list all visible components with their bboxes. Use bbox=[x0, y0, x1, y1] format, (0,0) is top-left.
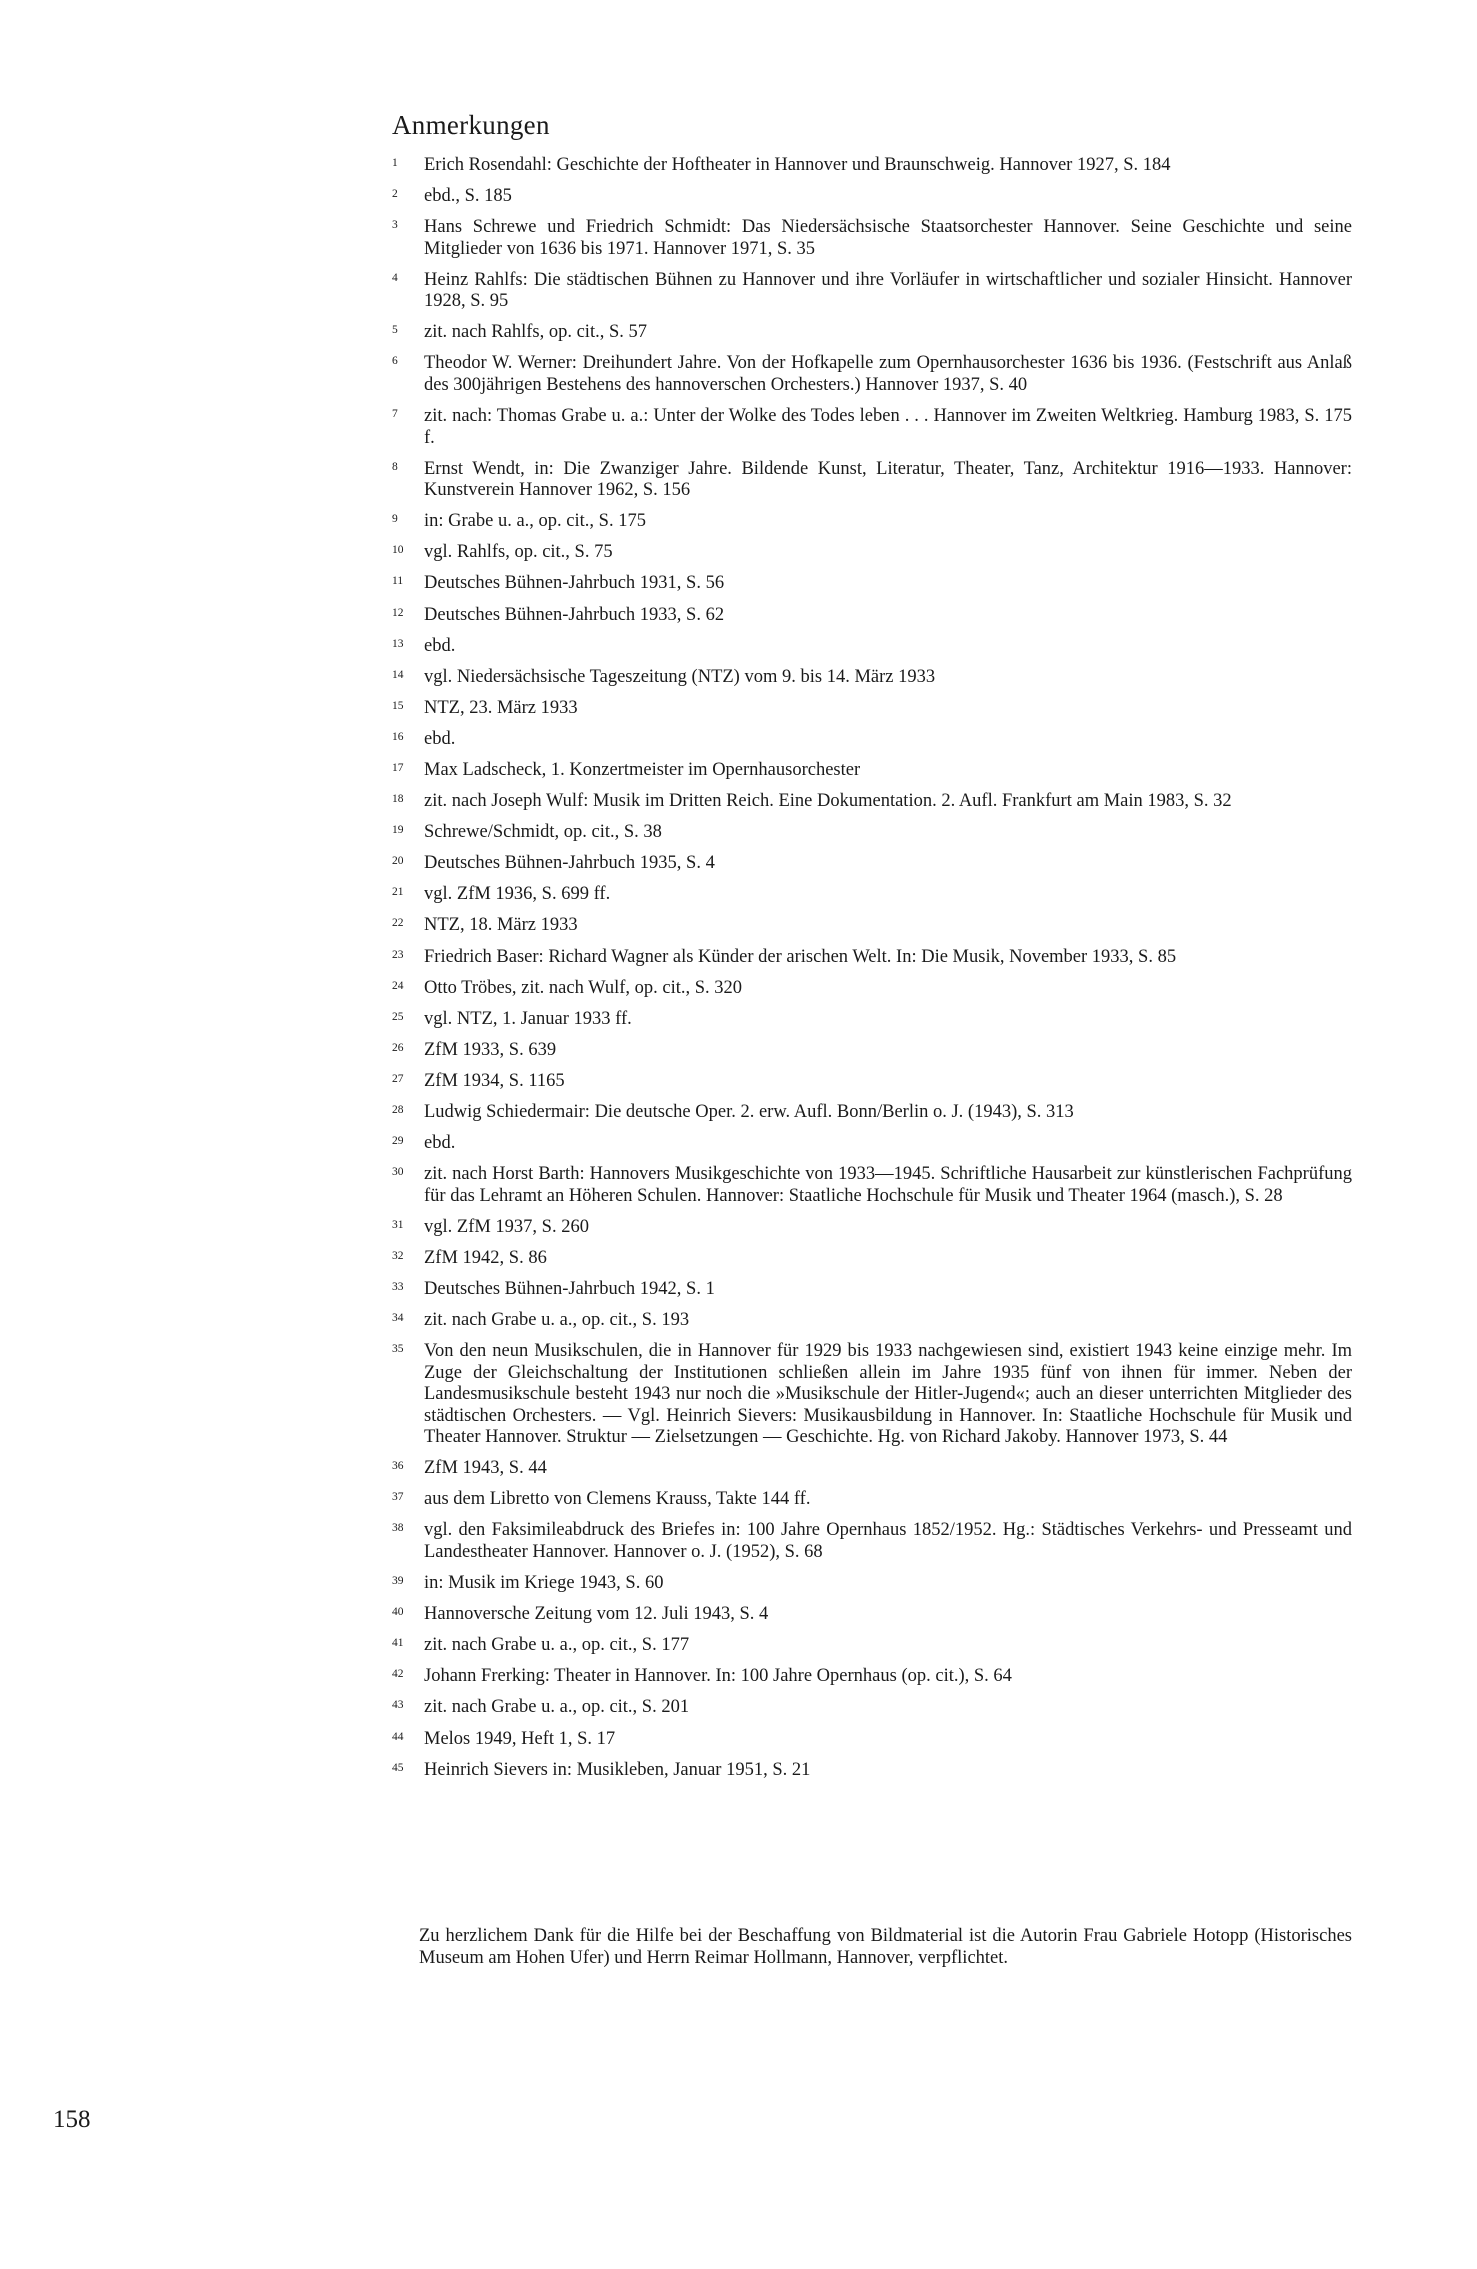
note-number: 34 bbox=[392, 1312, 404, 1325]
note-item bbox=[392, 1489, 1352, 1511]
note-text: zit. nach Joseph Wulf: Musik im Dritten Reich. Eine Dokumentation. 2. Aufl. Frankfurt am Main 1983, S. 32 bbox=[424, 791, 1232, 812]
note-number: 29 bbox=[392, 1135, 404, 1148]
note-item bbox=[392, 605, 1352, 627]
note-item bbox=[392, 1729, 1352, 1751]
note-item bbox=[392, 1341, 1352, 1449]
note-text: vgl. den Faksimileabdruck des Briefes in: 100 Jahre Opernhaus 1852/1952. Hg.: Städtisches Verkehrs- und Presseamt und Landestheater Hannover. Hannover o. J. (1952), S. 68 bbox=[424, 1520, 1352, 1562]
note-number: 28 bbox=[392, 1104, 404, 1117]
note-text: vgl. ZfM 1937, S. 260 bbox=[424, 1216, 589, 1237]
note-item bbox=[392, 1458, 1352, 1480]
note-text: ZfM 1943, S. 44 bbox=[424, 1458, 547, 1479]
page-number: 158 bbox=[53, 2106, 91, 2133]
note-item bbox=[392, 978, 1352, 1000]
note-number: 42 bbox=[392, 1668, 404, 1681]
note-number: 31 bbox=[392, 1218, 404, 1231]
note-item bbox=[392, 406, 1352, 449]
note-text: vgl. NTZ, 1. Januar 1933 ff. bbox=[424, 1008, 632, 1029]
note-number: 25 bbox=[392, 1010, 404, 1023]
note-number: 36 bbox=[392, 1460, 404, 1473]
note-number: 2 bbox=[392, 188, 398, 201]
note-text: Erich Rosendahl: Geschichte der Hoftheater in Hannover und Braunschweig. Hannover 1927, S. 184 bbox=[424, 155, 1171, 175]
note-text: ebd. bbox=[424, 1133, 456, 1154]
note-number: 1 bbox=[392, 157, 398, 169]
note-text: Deutsches Bühnen-Jahrbuch 1935, S. 4 bbox=[424, 853, 715, 874]
note-text: ebd. bbox=[424, 635, 456, 656]
note-item bbox=[392, 915, 1352, 937]
note-number: 5 bbox=[392, 324, 398, 337]
note-number: 8 bbox=[392, 460, 398, 473]
note-item bbox=[392, 884, 1352, 906]
note-item bbox=[392, 1666, 1352, 1688]
note-text: ZfM 1934, S. 1165 bbox=[424, 1070, 565, 1091]
note-number: 39 bbox=[392, 1575, 404, 1588]
note-number: 24 bbox=[392, 979, 404, 992]
note-text: ZfM 1933, S. 639 bbox=[424, 1039, 557, 1060]
note-item bbox=[392, 1635, 1352, 1657]
note-text: Deutsches Bühnen-Jahrbuch 1942, S. 1 bbox=[424, 1279, 715, 1299]
note-item bbox=[392, 573, 1352, 595]
note-item bbox=[392, 459, 1352, 502]
note-item bbox=[392, 542, 1352, 564]
note-number: 16 bbox=[392, 730, 404, 743]
note-text: ZfM 1942, S. 86 bbox=[424, 1247, 547, 1268]
note-item bbox=[392, 1573, 1352, 1595]
note-number: 23 bbox=[392, 948, 404, 961]
note-text: Deutsches Bühnen-Jahrbuch 1933, S. 62 bbox=[424, 604, 725, 625]
note-item bbox=[392, 1071, 1352, 1093]
note-item bbox=[392, 1102, 1352, 1124]
note-text: zit. nach: Thomas Grabe u. a.: Unter der Wolke des Todes leben . . . Hannover im Zweiten Weltkrieg. Hamburg 1983, S. 175 f. bbox=[424, 406, 1352, 448]
note-number: 9 bbox=[392, 513, 398, 526]
note-number: 7 bbox=[392, 408, 398, 421]
note-item bbox=[392, 1310, 1352, 1332]
note-item bbox=[392, 1133, 1352, 1155]
note-item bbox=[392, 947, 1352, 969]
note-text: Otto Tröbes, zit. nach Wulf, op. cit., S. 320 bbox=[424, 977, 743, 998]
note-item bbox=[392, 698, 1352, 720]
note-text: Heinz Rahlfs: Die städtischen Bühnen zu Hannover und ihre Vorläufer in wirtschaftlicher und sozialer Hinsicht. Hannover 1928, S. 95 bbox=[424, 269, 1352, 312]
note-number: 12 bbox=[392, 606, 404, 619]
note-number: 17 bbox=[392, 762, 404, 774]
note-text: Max Ladscheck, 1. Konzertmeister im Opernhausorchester bbox=[424, 760, 861, 780]
note-number: 27 bbox=[392, 1072, 404, 1085]
note-number: 15 bbox=[392, 699, 404, 712]
note-item bbox=[392, 1279, 1352, 1301]
note-item bbox=[392, 1604, 1352, 1626]
note-item bbox=[392, 217, 1352, 260]
note-text: ebd. bbox=[424, 728, 456, 749]
note-item bbox=[392, 853, 1352, 875]
note-text: vgl. ZfM 1936, S. 699 ff. bbox=[424, 884, 611, 905]
note-text: Hannoversche Zeitung vom 12. Juli 1943, S. 4 bbox=[424, 1604, 769, 1625]
page-title: Anmerkungen bbox=[392, 110, 550, 140]
note-number: 14 bbox=[392, 668, 404, 681]
note-text: vgl. Rahlfs, op. cit., S. 75 bbox=[424, 542, 613, 563]
note-number: 38 bbox=[392, 1522, 404, 1535]
note-number: 18 bbox=[392, 793, 404, 806]
note-text: zit. nach Horst Barth: Hannovers Musikgeschichte von 1933—1945. Schriftliche Hausarbeit zur künstlerischen Fachprüfung für das Lehramt an Höheren Schulen. Hannover: Staatliche Hochschule für Musik und Theater 1964 (masch.), S. 28 bbox=[424, 1164, 1352, 1206]
note-text: zit. nach Grabe u. a., op. cit., S. 193 bbox=[424, 1310, 690, 1331]
note-item bbox=[392, 791, 1352, 813]
note-item bbox=[392, 155, 1352, 177]
note-item bbox=[392, 1697, 1352, 1719]
note-item bbox=[392, 322, 1352, 344]
note-number: 40 bbox=[392, 1606, 404, 1619]
note-item bbox=[392, 1760, 1352, 1782]
note-text: Deutsches Bühnen-Jahrbuch 1931, S. 56 bbox=[424, 573, 725, 594]
note-item bbox=[392, 729, 1352, 751]
note-number: 6 bbox=[392, 355, 398, 368]
note-number: 32 bbox=[392, 1249, 404, 1262]
note-number: 4 bbox=[392, 271, 398, 284]
note-text: Friedrich Baser: Richard Wagner als Künder der arischen Welt. In: Die Musik, November 1933, S. 85 bbox=[424, 946, 1177, 967]
note-item bbox=[392, 1520, 1352, 1563]
note-number: 41 bbox=[392, 1637, 404, 1650]
notes-list bbox=[392, 155, 1352, 1791]
note-text: ebd., S. 185 bbox=[424, 186, 512, 207]
note-item bbox=[392, 1164, 1352, 1207]
note-number: 44 bbox=[392, 1730, 404, 1743]
note-number: 22 bbox=[392, 917, 404, 930]
note-number: 37 bbox=[392, 1491, 404, 1504]
note-number: 33 bbox=[392, 1281, 404, 1293]
note-text: Schrewe/Schmidt, op. cit., S. 38 bbox=[424, 822, 662, 843]
note-item bbox=[392, 760, 1352, 782]
note-text: Hans Schrewe und Friedrich Schmidt: Das Niedersächsische Staatsorchester Hannover. Seine Geschichte und seine Mitglieder von 1636 bis 1971. Hannover 1971, S. 35 bbox=[424, 217, 1352, 259]
note-item bbox=[392, 1217, 1352, 1239]
note-item bbox=[392, 270, 1352, 313]
note-number: 30 bbox=[392, 1166, 404, 1179]
note-number: 10 bbox=[392, 544, 404, 557]
note-text: Theodor W. Werner: Dreihundert Jahre. Von der Hofkapelle zum Opernhausorchester 1636 bis 1936. (Festschrift aus Anlaß des 300jährigen Bestehens des hannoverschen Orchesters.) Hannover 1937, S. 40 bbox=[424, 353, 1352, 395]
note-number: 26 bbox=[392, 1041, 404, 1054]
note-number: 13 bbox=[392, 637, 404, 650]
note-item bbox=[392, 1009, 1352, 1031]
note-text: Melos 1949, Heft 1, S. 17 bbox=[424, 1728, 616, 1749]
note-number: 20 bbox=[392, 855, 404, 868]
note-text: in: Grabe u. a., op. cit., S. 175 bbox=[424, 511, 646, 532]
note-item bbox=[392, 353, 1352, 396]
note-item bbox=[392, 1040, 1352, 1062]
note-text: Ludwig Schiedermair: Die deutsche Oper. 2. erw. Aufl. Bonn/Berlin o. J. (1943), S. 313 bbox=[424, 1102, 1074, 1123]
note-number: 21 bbox=[392, 886, 404, 899]
note-number: 3 bbox=[392, 219, 398, 232]
note-text: NTZ, 18. März 1933 bbox=[424, 915, 578, 936]
note-text: NTZ, 23. März 1933 bbox=[424, 697, 578, 718]
note-number: 43 bbox=[392, 1699, 404, 1712]
note-text: in: Musik im Kriege 1943, S. 60 bbox=[424, 1573, 664, 1594]
note-number: 11 bbox=[392, 575, 404, 588]
note-text: zit. nach Grabe u. a., op. cit., S. 177 bbox=[424, 1635, 690, 1656]
note-text: Ernst Wendt, in: Die Zwanziger Jahre. Bildende Kunst, Literatur, Theater, Tanz, Architektur 1916—1933. Hannover: Kunstverein Hannover 1962, S. 156 bbox=[424, 458, 1352, 501]
note-number: 19 bbox=[392, 824, 404, 837]
note-text: zit. nach Grabe u. a., op. cit., S. 201 bbox=[424, 1697, 690, 1718]
note-item bbox=[392, 822, 1352, 844]
note-number: 45 bbox=[392, 1761, 404, 1774]
note-text: Von den neun Musikschulen, die in Hannover für 1929 bis 1933 nachgewiesen sind, existiert 1943 keine einzige mehr. Im Zuge der Gleichschaltung der Institutionen schließen allein im Jahre 1935 fünf von ihnen für immer. Neben der Landesmusikschule besteht 1943 nur noch die »Musikschule der Hitler-Jugend«; auch an dieser unterrichten Mitglieder des städtischen Orchesters. — Vgl. Heinrich Sievers: Musikausbildung in Hannover. In: Staatliche Hochschule für Musik und Theater Hannover. Struktur — Zielsetzungen — Geschichte. Hg. von Richard Jakoby. Hannover 1973, S. 44 bbox=[424, 1341, 1352, 1448]
note-text: Heinrich Sievers in: Musikleben, Januar 1951, S. 21 bbox=[424, 1759, 811, 1780]
note-item bbox=[392, 667, 1352, 689]
note-item bbox=[392, 1248, 1352, 1270]
acknowledgement-paragraph: Zu herzlichem Dank für die Hilfe bei der Beschaffung von Bildmaterial ist die Autorin Frau Gabriele Hotopp (Historisches Museum am Hohen Ufer) und Herrn Reimar Hollmann, Hannover, verpflichtet. bbox=[419, 1926, 1352, 1968]
note-text: vgl. Niedersächsische Tageszeitung (NTZ) vom 9. bis 14. März 1933 bbox=[424, 666, 936, 687]
note-text: zit. nach Rahlfs, op. cit., S. 57 bbox=[424, 322, 647, 343]
note-item bbox=[392, 511, 1352, 533]
note-text: aus dem Libretto von Clemens Krauss, Takte 144 ff. bbox=[424, 1489, 811, 1510]
note-item bbox=[392, 636, 1352, 658]
note-number: 35 bbox=[392, 1343, 404, 1356]
note-item bbox=[392, 186, 1352, 208]
note-text: Johann Frerking: Theater in Hannover. In: 100 Jahre Opernhaus (op. cit.), S. 64 bbox=[424, 1666, 1012, 1687]
